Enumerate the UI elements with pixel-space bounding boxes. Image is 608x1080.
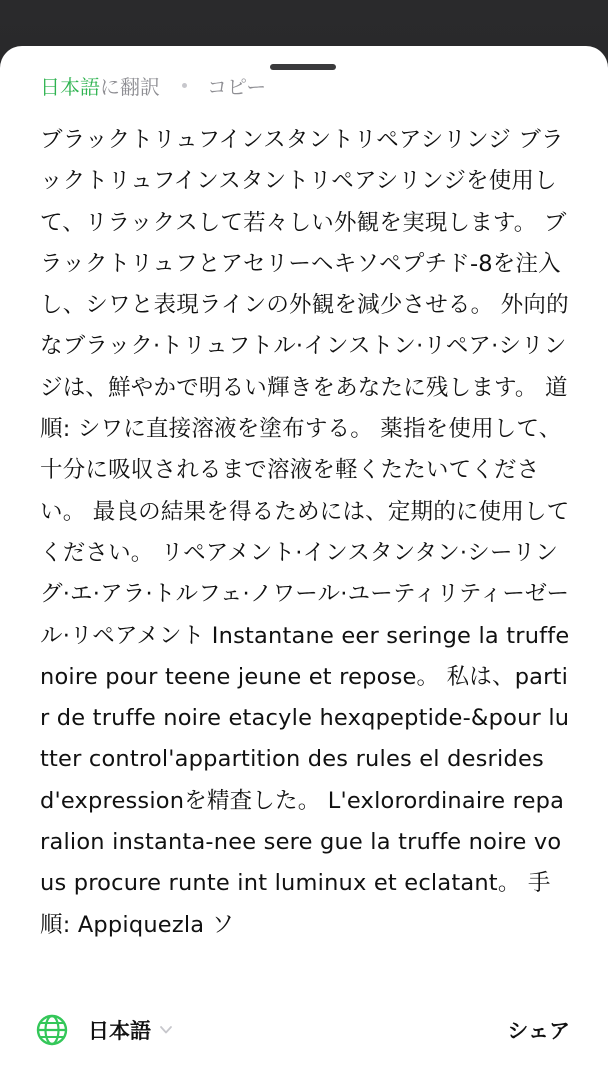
chevron-down-icon — [159, 1023, 173, 1037]
sheet-grabber[interactable] — [270, 64, 336, 70]
bottom-toolbar — [0, 1002, 608, 1072]
translated-text: ブラックトリュフインスタントリペアシリンジ ブラックトリュフインスタントリペアシリンジを使用して、リラックスして若々しい外観を実現します。 ブラックトリュフとアセリーヘキソペプチド-8を注入し、シワと表現ラインの外観を減少させる。 外向的なブラック·トリュフトル·インストン·リペア·シリンジは、鮮やかで明るい輝きをあなたに残します。 道順: シワに直接溶液を塗布する。 薬指を使用して、十分に吸収されるまで溶液を軽くたたいてください。 最良の結果を得るためには、定期的に使用してください。 リペアメント·インスタンタン·シーリング·エ·アラ·トルフェ·ノワール·ユーティリティーゼール·リペアメント Instantane eer seringe la truffe noire pour teene jeune et repose。 私は、partir de truffe noire etacyle hexqpeptide-&pour lutter control'appartition des rules el desrides d'expressionを精査した。 L'exlorordinaire reparalion instanta-nee sere gue la truffe noire vous procure runte int luminux et eclatant。 手順: Appiquezla ソ — [40, 127, 570, 938]
translation-actions — [40, 70, 266, 100]
separator-dot — [182, 83, 187, 88]
translate-suffix-label: に翻訳 — [100, 74, 160, 99]
translate-to-button[interactable] — [40, 71, 160, 100]
copy-button[interactable]: コピー — [207, 74, 267, 99]
share-button[interactable]: シェア — [507, 1019, 570, 1043]
language-selector[interactable] — [88, 1015, 173, 1045]
translation-sheet — [0, 46, 608, 1080]
globe-icon — [36, 1014, 68, 1046]
language-label: 日本語 — [88, 1019, 151, 1043]
target-language-label: 日本語 — [40, 74, 100, 99]
